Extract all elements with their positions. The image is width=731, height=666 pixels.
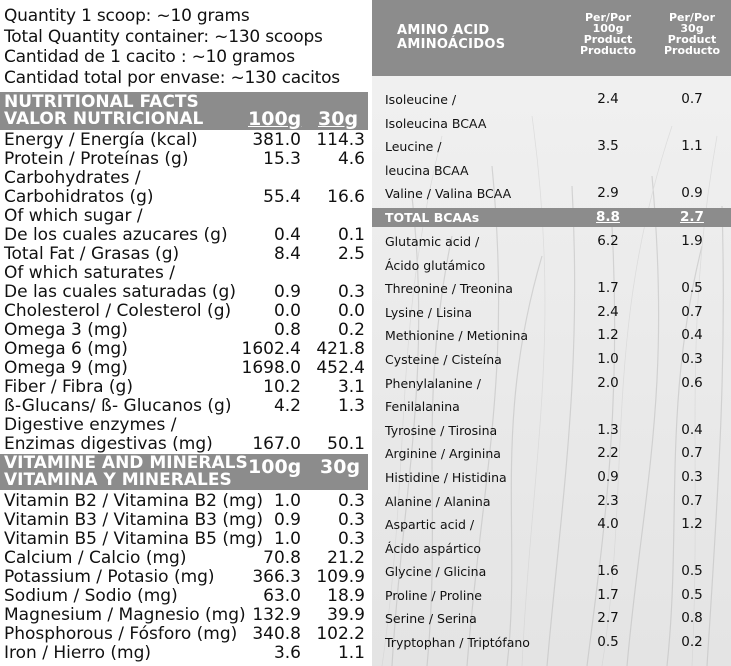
- row-value-100g: 0.0: [273, 301, 301, 321]
- table-row: [372, 88, 731, 135]
- row-value-100g: 0.5: [597, 634, 619, 651]
- row-label: Isoleucine / Isoleucina BCAA: [385, 92, 487, 131]
- table-row: [372, 584, 731, 608]
- table-row: [0, 169, 368, 207]
- row-value-30g: 0.7: [681, 445, 703, 462]
- table-row: [372, 324, 731, 348]
- row-label: Tryptophan / Triptófano: [385, 635, 530, 651]
- nutrition-col-100g: 100g: [248, 108, 302, 130]
- row-value-100g: 340.8: [252, 624, 301, 644]
- table-row: [0, 606, 368, 625]
- table-row: [0, 644, 368, 663]
- table-row: [372, 348, 731, 372]
- row-value-30g: 0.7: [681, 303, 703, 320]
- row-value-30g: 1.3: [337, 396, 365, 416]
- row-label: Valine / Valina BCAA: [385, 186, 512, 202]
- vitamins-col-100g: 100g: [248, 456, 302, 478]
- row-value-100g: 1.6: [597, 563, 619, 580]
- row-value-100g: 2.4: [597, 303, 619, 320]
- row-value-100g: 1602.4: [241, 339, 301, 359]
- row-value-100g: 1698.0: [241, 358, 301, 378]
- row-value-100g: 381.0: [252, 130, 301, 150]
- table-row: [372, 182, 731, 206]
- row-value-100g: 1.3: [597, 421, 619, 438]
- row-value-30g: 0.5: [681, 586, 703, 603]
- row-label: Aspartic acid / Ácido aspártico: [385, 517, 482, 556]
- row-value-100g: 55.4: [263, 187, 301, 207]
- table-row: [0, 511, 368, 530]
- row-value-100g: 1.7: [597, 586, 619, 603]
- row-value-100g: 70.8: [263, 548, 301, 568]
- row-label: Calcium / Calcio (mg): [4, 548, 187, 568]
- row-label: Protein / Proteínas (g): [4, 149, 189, 169]
- row-value-30g: 0.2: [681, 634, 703, 651]
- row-value-30g: 0.5: [681, 563, 703, 580]
- table-row: [372, 277, 731, 301]
- row-value-100g: 10.2: [263, 377, 301, 397]
- table-row: [0, 549, 368, 568]
- amino-title-en: AMINO ACID: [397, 23, 490, 38]
- row-label: Arginine / Arginina: [385, 446, 501, 462]
- table-row: [0, 264, 368, 302]
- row-label: Energy / Energía (kcal): [4, 130, 198, 150]
- table-row: [0, 492, 368, 511]
- nutrition-title-en: NUTRITIONAL FACTS: [4, 92, 199, 112]
- row-value-30g: 0.7: [681, 91, 703, 107]
- table-row: [372, 513, 731, 560]
- serving-line: Total Quantity container: ~130 scoops: [4, 26, 323, 47]
- row-value-100g: 2.2: [597, 445, 619, 462]
- row-value-30g: 1.1: [681, 138, 703, 155]
- row-label: ß-Glucans/ ß- Glucanos (g): [4, 396, 232, 416]
- row-value-30g: 0.5: [681, 280, 703, 297]
- row-label: Omega 9 (mg): [4, 358, 128, 378]
- table-row: [0, 568, 368, 587]
- table-row: [372, 560, 731, 584]
- row-value-100g: 0.4: [273, 225, 301, 245]
- row-label: TOTAL BCAAs: [385, 209, 480, 225]
- row-value-100g: 3.5: [597, 138, 619, 155]
- row-value-100g: 2.9: [597, 185, 619, 202]
- row-label: Of which sugar / De los cuales azucares (g): [4, 206, 228, 245]
- row-label: Lysine / Lisina: [385, 304, 472, 320]
- row-value-30g: 0.3: [681, 468, 703, 485]
- row-value-30g: 0.3: [681, 350, 703, 367]
- row-label: Proline / Proline: [385, 587, 482, 603]
- row-value-30g: 1.1: [337, 643, 365, 663]
- table-row: [0, 625, 368, 644]
- row-label: Histidine / Histidina: [385, 469, 507, 485]
- row-label: Serine / Serina: [385, 611, 477, 627]
- vitamins-header: [0, 454, 368, 490]
- row-label: Leucine / leucina BCAA: [385, 139, 469, 178]
- row-value-100g: 2.3: [597, 492, 619, 509]
- row-label: Phenylalanine / Fenilalanina: [385, 375, 481, 415]
- row-value-30g: 0.3: [337, 491, 365, 511]
- row-value-30g: 102.2: [316, 624, 365, 644]
- row-value-100g: 2.4: [597, 91, 619, 107]
- row-value-100g: 2.0: [597, 374, 619, 391]
- table-row: [372, 466, 731, 490]
- row-value-100g: 2.7: [597, 610, 619, 627]
- row-value-100g: 0.8: [273, 320, 301, 340]
- amino-title-es: AMINOÁCIDOS: [397, 37, 506, 52]
- row-label: Of which saturates / De las cuales saturadas (g): [4, 263, 236, 302]
- row-value-100g: 63.0: [263, 586, 301, 606]
- row-value-30g: 50.1: [327, 434, 365, 454]
- row-label: Cholesterol / Colesterol (g): [4, 301, 232, 321]
- vitamins-title-en: VITAMINE AND MINERALS: [4, 453, 248, 473]
- row-label: Glutamic acid / Ácido glutámico: [385, 233, 486, 273]
- total-bcaa-row: [372, 208, 731, 227]
- vitamins-table: [0, 492, 368, 663]
- table-row: [372, 607, 731, 631]
- row-label: Vitamin B5 / Vitamina B5 (mg): [4, 529, 263, 549]
- row-value-30g: 114.3: [316, 130, 365, 150]
- table-row: [0, 397, 368, 416]
- row-label: Omega 6 (mg): [4, 339, 128, 359]
- row-label: Omega 3 (mg): [4, 320, 128, 340]
- row-label: Vitamin B3 / Vitamina B3 (mg): [4, 510, 263, 530]
- amino-col-30g: Per/Por 30g Product Producto: [663, 11, 721, 57]
- row-label: Carbohydrates / Carbohidratos (g): [4, 168, 154, 207]
- row-value-100g: 1.0: [273, 491, 301, 511]
- row-value-30g: 0.9: [681, 185, 703, 202]
- row-value-100g: 132.9: [252, 605, 301, 625]
- row-value-30g: 39.9: [327, 605, 365, 625]
- table-row: [0, 530, 368, 549]
- table-row: [0, 378, 368, 397]
- row-value-100g: 366.3: [252, 567, 301, 587]
- table-row: [372, 442, 731, 466]
- serving-line: Cantidad de 1 cacito : ~10 gramos: [4, 47, 295, 67]
- table-row: [0, 416, 368, 454]
- row-value-100g: 0.9: [597, 468, 619, 485]
- row-value-100g: 15.3: [263, 149, 301, 169]
- row-value-30g: 3.1: [337, 377, 365, 397]
- row-label: Magnesium / Magnesio (mg): [4, 605, 246, 625]
- table-row: [0, 340, 368, 359]
- row-value-100g: 1.2: [597, 327, 619, 344]
- row-value-30g: 0.7: [681, 492, 703, 509]
- row-value-30g: 0.8: [681, 610, 703, 627]
- row-label: Methionine / Metionina: [385, 328, 529, 344]
- table-row: [0, 359, 368, 378]
- vitamins-title-es: VITAMINA Y MINERALES: [4, 470, 232, 490]
- row-value-30g: 0.3: [337, 529, 365, 549]
- vitamins-col-30g: 30g: [320, 456, 361, 478]
- table-row: [372, 135, 731, 182]
- row-value-30g: 4.6: [337, 149, 365, 169]
- table-row: [372, 490, 731, 514]
- table-row: [372, 419, 731, 443]
- row-value-100g: 3.6: [273, 643, 301, 663]
- row-label: Tyrosine / Tirosina: [385, 422, 498, 438]
- table-row: [0, 321, 368, 340]
- nutrition-col-30g: 30g: [318, 108, 359, 130]
- row-label: Sodium / Sodio (mg): [4, 586, 178, 606]
- table-row: [0, 131, 368, 150]
- row-value-30g: 109.9: [316, 567, 365, 587]
- row-label: Potassium / Potasio (mg): [4, 567, 215, 587]
- table-row: [372, 230, 731, 277]
- row-value-30g: 1.2: [681, 516, 703, 533]
- row-value-100g: 1.7: [597, 280, 619, 297]
- row-value-100g: 1.0: [597, 350, 619, 367]
- row-value-30g: 16.6: [327, 187, 365, 207]
- row-label: Iron / Hierro (mg): [4, 643, 152, 663]
- row-value-30g: 1.9: [681, 232, 703, 249]
- table-row: [372, 372, 731, 419]
- row-value-30g: 0.0: [337, 301, 365, 321]
- serving-info: [4, 6, 340, 88]
- row-value-100g: 4.2: [273, 396, 301, 416]
- row-label: Glycine / Glicina: [385, 564, 487, 580]
- row-value-100g: 0.9: [273, 282, 301, 302]
- row-value-100g: 4.0: [597, 516, 619, 533]
- amino-col-100g: Per/Por 100g Product Producto: [579, 11, 637, 57]
- row-value-30g: 2.5: [337, 244, 365, 264]
- row-value-30g: 0.6: [681, 374, 703, 391]
- row-label: Cysteine / Cisteína: [385, 351, 502, 367]
- row-value-30g: 2.7: [680, 208, 704, 225]
- row-value-100g: 6.2: [597, 232, 619, 249]
- row-label: Vitamin B2 / Vitamina B2 (mg): [4, 491, 263, 511]
- row-value-30g: 0.1: [337, 225, 365, 245]
- table-row: [0, 207, 368, 245]
- table-row: [372, 301, 731, 325]
- row-value-30g: 0.3: [337, 510, 365, 530]
- table-row: [0, 245, 368, 264]
- row-label: Digestive enzymes / Enzimas digestivas (mg): [4, 415, 213, 454]
- amino-title: [397, 24, 505, 52]
- table-row: [0, 150, 368, 169]
- nutrition-header: [0, 92, 368, 130]
- row-value-30g: 21.2: [327, 548, 365, 568]
- amino-table: [372, 88, 731, 655]
- row-value-30g: 421.8: [316, 339, 365, 359]
- table-row: [372, 631, 731, 655]
- row-value-100g: 167.0: [252, 434, 301, 454]
- row-value-30g: 0.4: [681, 421, 703, 438]
- row-value-30g: 0.2: [337, 320, 365, 340]
- row-value-30g: 0.4: [681, 327, 703, 344]
- nutrition-title-es: VALOR NUTRICIONAL: [4, 109, 204, 129]
- table-row: [0, 587, 368, 606]
- amino-header: [372, 0, 731, 76]
- row-value-100g: 8.8: [596, 208, 620, 225]
- table-row: [0, 302, 368, 321]
- row-label: Fiber / Fibra (g): [4, 377, 133, 397]
- serving-line: Quantity 1 scoop: ~10 grams: [4, 6, 250, 26]
- row-value-30g: 0.3: [337, 282, 365, 302]
- row-value-30g: 452.4: [316, 358, 365, 378]
- row-label: Threonine / Treonina: [385, 281, 513, 297]
- serving-line: Cantidad total por envase: ~130 cacitos: [4, 67, 340, 88]
- row-value-100g: 1.0: [273, 529, 301, 549]
- row-label: Total Fat / Grasas (g): [4, 244, 180, 264]
- row-label: Phosphorous / Fósforo (mg): [4, 624, 238, 644]
- nutrition-table: [0, 131, 368, 454]
- row-value-30g: 18.9: [327, 586, 365, 606]
- row-value-100g: 8.4: [273, 244, 301, 264]
- row-value-100g: 0.9: [273, 510, 301, 530]
- amino-panel: [372, 0, 731, 666]
- row-label: Alanine / Alanina: [385, 493, 491, 509]
